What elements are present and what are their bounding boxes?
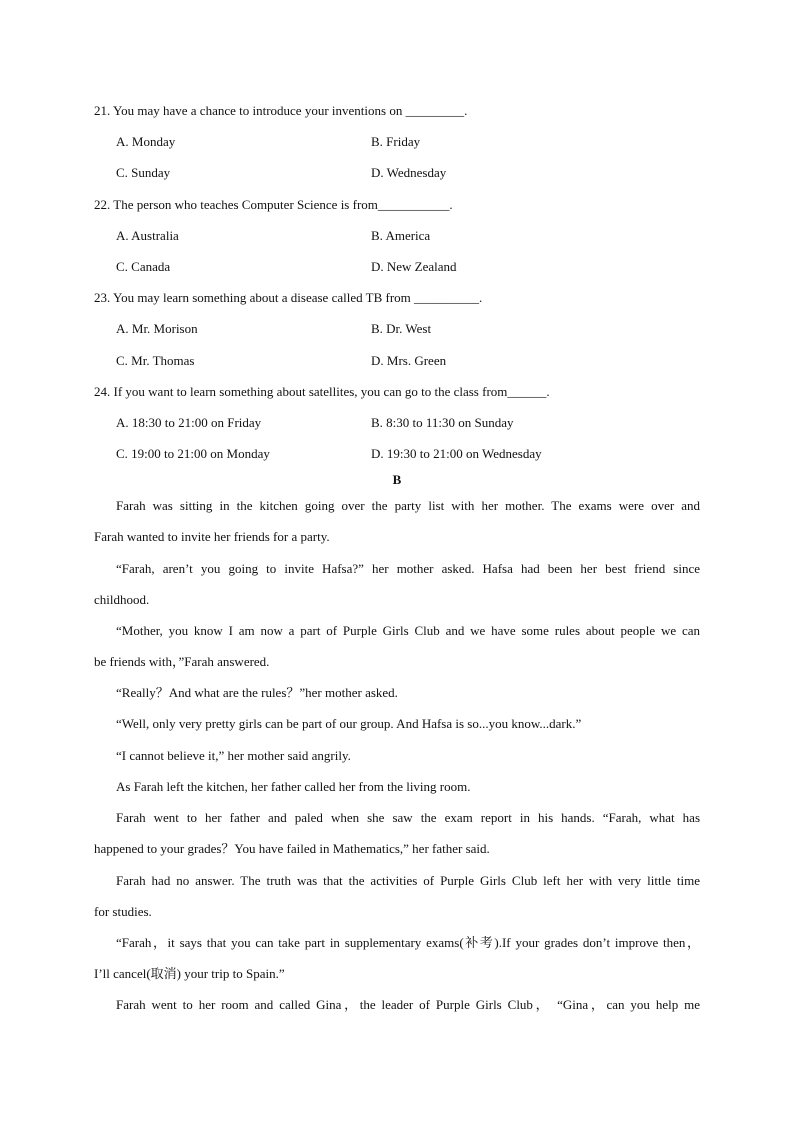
passage-line: Farah went to her room and called Gina，the leader of Purple Girls Club， “Gina，can you help me [116, 997, 700, 1012]
option-24-b: B. 8:30 to 11:30 on Sunday [371, 415, 514, 430]
passage-line: “Well, only very pretty girls can be part of our group. And Hafsa is so...you know...dark.” [116, 716, 582, 731]
passage-line: I’ll cancel(取消) your trip to Spain.” [94, 966, 285, 981]
option-23-c: C. Mr. Thomas [116, 353, 195, 368]
option-21-c: C. Sunday [116, 165, 171, 180]
passage-line: Farah wanted to invite her friends for a party. [94, 529, 330, 544]
option-23-d: D. Mrs. Green [371, 353, 447, 368]
passage-line: Farah was sitting in the kitchen going over the party list with her mother. The exams were over and [116, 498, 700, 513]
option-21-d: D. Wednesday [371, 165, 447, 180]
passage-line: “I cannot believe it,” her mother said angrily. [116, 748, 351, 763]
option-24-a: A. 18:30 to 21:00 on Friday [116, 415, 262, 430]
passage-line: As Farah left the kitchen, her father called her from the living room. [116, 779, 471, 794]
option-22-c: C. Canada [116, 259, 171, 274]
passage-line: Farah had no answer. The truth was that the activities of Purple Girls Club left her with very little time [116, 873, 700, 888]
passage-line: happened to your grades？You have failed in Mathematics,” her father said. [94, 841, 490, 856]
option-24-d: D. 19:30 to 21:00 on Wednesday [371, 446, 542, 461]
question-22: 22. The person who teaches Computer Science is from___________. [94, 197, 453, 212]
option-23-b: B. Dr. West [371, 321, 432, 336]
passage-line: be friends with，”Farah answered. [94, 654, 270, 669]
section-title: B [392, 472, 402, 487]
question-23: 23. You may learn something about a disease called TB from __________. [94, 290, 483, 305]
option-22-d: D. New Zealand [371, 259, 457, 274]
passage-line: “Mother, you know I am now a part of Purple Girls Club and we have some rules about people we can [116, 623, 700, 638]
option-21-b: B. Friday [371, 134, 421, 149]
passage-line: Farah went to her father and paled when she saw the exam report in his hands. “Farah, what has [116, 810, 700, 825]
option-21-a: A. Monday [116, 134, 176, 149]
option-24-c: C. 19:00 to 21:00 on Monday [116, 446, 270, 461]
option-22-a: A. Australia [116, 228, 179, 243]
passage-line: “Really？And what are the rules？”her mother asked. [116, 685, 398, 700]
passage-line: childhood. [94, 592, 150, 607]
question-24: 24. If you want to learn something about satellites, you can go to the class from______. [94, 384, 550, 399]
option-22-b: B. America [371, 228, 431, 243]
passage-line: “Farah，it says that you can take part in supplementary exams(补考).If your grades don’t improve then， [116, 935, 700, 950]
question-21: 21. You may have a chance to introduce your inventions on _________. [94, 103, 468, 118]
passage-line: for studies. [94, 904, 152, 919]
option-23-a: A. Mr. Morison [116, 321, 198, 336]
passage-line: “Farah, aren’t you going to invite Hafsa?” her mother asked. Hafsa had been her best friend since [116, 561, 700, 576]
